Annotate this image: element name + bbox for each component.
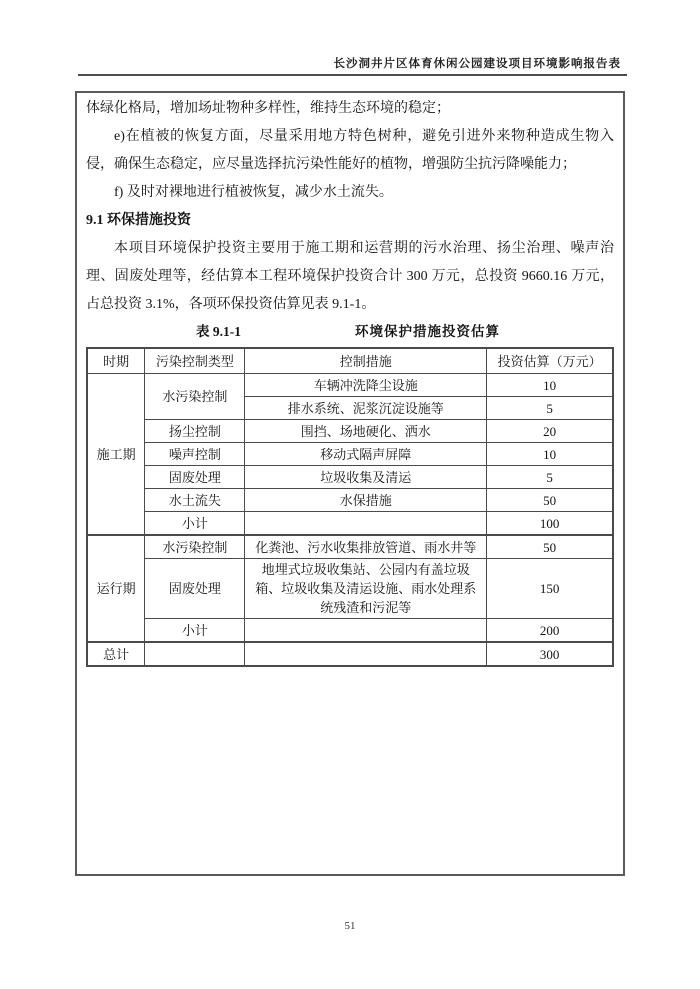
table-cell-cost: 5 bbox=[487, 466, 613, 489]
table-cell-cost: 200 bbox=[487, 619, 613, 643]
table-cell-type: 固废处理 bbox=[145, 559, 245, 619]
table-cell-measure: 水保措施 bbox=[245, 489, 487, 512]
table-header-period: 时期 bbox=[87, 348, 145, 374]
table-cell-measure: 化粪池、污水收集排放管道、雨水井等 bbox=[245, 535, 487, 559]
table-row bbox=[87, 466, 613, 489]
table-cell-cost: 50 bbox=[487, 489, 613, 512]
report-header-title: 长沙洞井片区体育休闲公园建设项目环境影响报告表 bbox=[333, 58, 621, 70]
body-paragraph-continuation: 体绿化格局，增加场址物种多样性，维持生态环境的稳定； bbox=[86, 101, 450, 116]
body-paragraph-e: e)在植被的恢复方面，尽量采用地方特色树种，避免引进外来物种造成生物入侵，确保生态稳定，应尽量选择抗污染性能好的植物，增强防尘抗污降噪能力； bbox=[86, 129, 614, 172]
body-paragraph-f: f) 及时对裸地进行植被恢复，减少水土流失。 bbox=[114, 185, 393, 200]
table-header-pollution-type: 污染控制类型 bbox=[145, 348, 245, 374]
table-caption-title: 环境保护措施投资估算 bbox=[355, 324, 500, 339]
table-cell-period-operation: 运行期 bbox=[87, 535, 145, 642]
table-cell-measure: 地埋式垃圾收集站、公园内有盖垃圾箱、垃圾收集及清运设施、雨水处理系统残渣和污泥等 bbox=[245, 559, 487, 619]
table-header-row bbox=[87, 348, 613, 374]
table-cell-cost: 10 bbox=[487, 374, 613, 397]
table-cell-type: 固废处理 bbox=[145, 466, 245, 489]
page-number: 51 bbox=[344, 920, 356, 932]
section-paragraph: 本项目环境保护投资主要用于施工期和运营期的污水治理、扬尘治理、噪声治理、固废处理等，经估算本工程环境保护投资合计 300 万元，总投资 9660.16 万元，占总投资 3.1%，各项环保投资估算见表 9.1-1。 bbox=[86, 241, 614, 312]
table-row bbox=[87, 374, 613, 397]
table-cell-cost: 10 bbox=[487, 443, 613, 466]
table-cell-cost: 300 bbox=[487, 642, 613, 666]
table-cell-cost: 20 bbox=[487, 420, 613, 443]
table-cell-cost: 150 bbox=[487, 559, 613, 619]
table-header-measure: 控制措施 bbox=[245, 348, 487, 374]
table-cell-subtotal-label: 小计 bbox=[145, 619, 245, 643]
table-cell-period-construction: 施工期 bbox=[87, 374, 145, 536]
table-cell-type: 噪声控制 bbox=[145, 443, 245, 466]
table-cell-measure: 排水系统、泥浆沉淀设施等 bbox=[245, 397, 487, 420]
table-cell-empty bbox=[245, 619, 487, 643]
table-caption-label: 表 9.1-1 bbox=[196, 324, 241, 339]
table-cell-cost: 100 bbox=[487, 512, 613, 536]
content-box bbox=[75, 91, 625, 876]
table-cell-measure: 车辆冲洗降尘设施 bbox=[245, 374, 487, 397]
table-row bbox=[87, 443, 613, 466]
table-row bbox=[87, 559, 613, 619]
table-cell-empty bbox=[245, 512, 487, 536]
table-cell-type: 水土流失 bbox=[145, 489, 245, 512]
table-cell-measure: 移动式隔声屏障 bbox=[245, 443, 487, 466]
table-row bbox=[87, 489, 613, 512]
table-cell-empty bbox=[145, 642, 245, 666]
table-header-cost: 投资估算（万元） bbox=[487, 348, 613, 374]
table-caption bbox=[86, 321, 614, 343]
investment-table bbox=[86, 347, 614, 667]
table-cell-type: 扬尘控制 bbox=[145, 420, 245, 443]
table-cell-empty bbox=[245, 642, 487, 666]
table-row bbox=[87, 420, 613, 443]
table-cell-cost: 50 bbox=[487, 535, 613, 559]
table-row-subtotal-operation bbox=[87, 619, 613, 643]
table-cell-measure: 围挡、场地硬化、洒水 bbox=[245, 420, 487, 443]
table-cell-cost: 5 bbox=[487, 397, 613, 420]
table-row-grand-total bbox=[87, 642, 613, 666]
table-cell-total-label: 总计 bbox=[87, 642, 145, 666]
table-row bbox=[87, 535, 613, 559]
table-cell-type: 水污染控制 bbox=[145, 535, 245, 559]
table-cell-subtotal-label: 小计 bbox=[145, 512, 245, 536]
table-row-subtotal-construction bbox=[87, 512, 613, 536]
table-cell-type: 水污染控制 bbox=[145, 374, 245, 420]
section-heading: 9.1 环保措施投资 bbox=[86, 213, 191, 228]
header-rule bbox=[78, 74, 627, 76]
table-cell-measure: 垃圾收集及清运 bbox=[245, 466, 487, 489]
